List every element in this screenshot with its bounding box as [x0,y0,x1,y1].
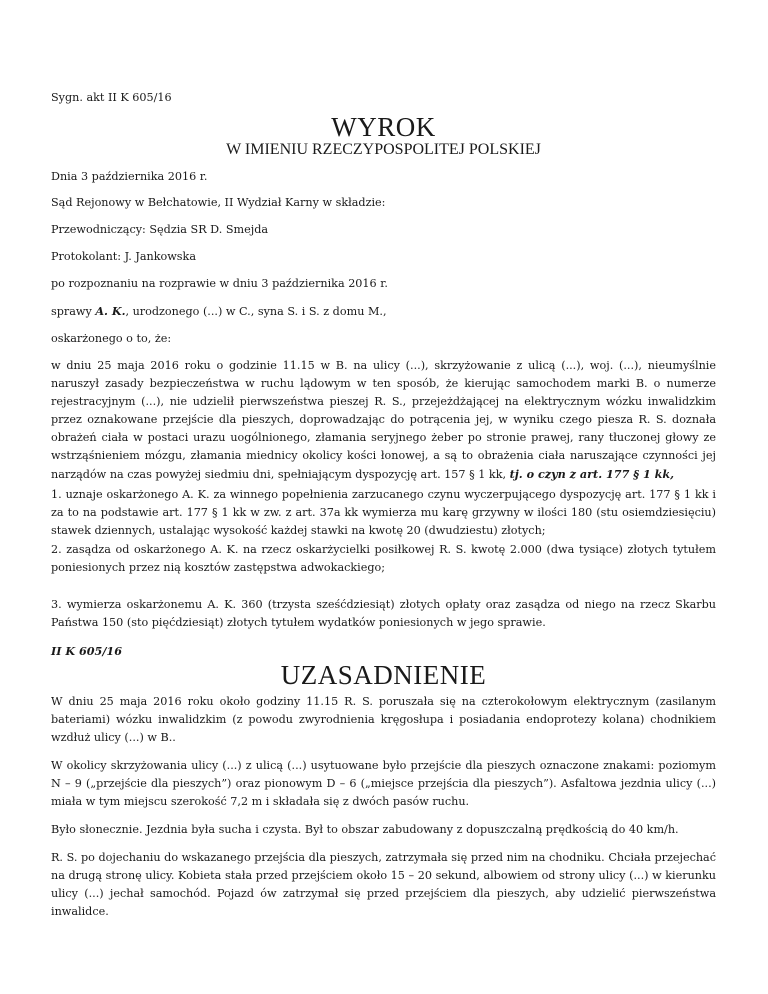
justification-paragraph-1: W dniu 25 maja 2016 roku około godziny 11.15 R. S. poruszała się na czterokołowym elektrycznym (zasilanym bateriami) wózku inwalidzkim (z powodu zwyrodnienia kręgosłupa i posiadania endoprotezy kolana) chodnikiem wzdłuż ulicy (...) w B.. [51,695,716,744]
justification-paragraph-2: W okolicy skrzyżowania ulicy (...) z ulicą (...) usytuowane było przejście dla pieszych oznaczone znakami: poziomym N – 9 („przejście dla pieszych”) oraz pionowym D – 6 („miejsce przejścia dla pieszych”). Asfaltowa jezdnia ulicy (...) miała w tym miejscu szerokość 7,2 m i składała się z dwóch pasów ruchu. [51,759,716,808]
case-signature: Sygn. akt II K 605/16 [51,91,172,104]
accused-line: oskarżonego o to, że: [51,332,172,345]
hearing-line: po rozpoznaniu na rozprawie w dniu 3 października 2016 r. [51,277,388,290]
justification-paragraph-3: Było słonecznie. Jezdnia była sucha i czysta. Był to obszar zabudowany z dopuszczalną prędkością do 40 km/h. [51,823,679,836]
defendant-name: A. K. [95,304,126,318]
justification-reference: II K 605/16 [51,644,122,658]
clerk-line: Protokolant: J. Jankowska [51,250,196,263]
date-line: Dnia 3 października 2016 r. [51,170,208,183]
justification-paragraph-4: R. S. po dojechaniu do wskazanego przejścia dla pieszych, zatrzymała się przed nim na chodniku. Chciała przejechać na drugą stronę ulicy. Kobieta stała przed przejściem około 15 – 20 sekund, albowiem od strony ulicy (...) w kierunku ulicy (...) jechał samochód. Pojazd ów zatrzymał się przed przejściem dla pieszych, aby udzielić pierwszeństwa inwalidce. [51,851,716,918]
court-line: Sąd Rejonowy w Bełchatowie, II Wydział Karny w składzie: [51,196,386,209]
justification-title: UZASADNIENIE [280,660,487,690]
chair-line: Przewodniczący: Sędzia SR D. Smejda [51,223,269,236]
sentence-point-2: 2. zasądza od oskarżonego A. K. na rzecz oskarżycielki posiłkowej R. S. kwotę 2.000 (dwa tysiące) złotych tytułem poniesionych przez nią kosztów zastępstwa adwokackiego; [51,543,716,574]
case-details: , urodzonego (...) w C., syna S. i S. z domu M., [125,305,387,318]
charge-text: w dniu 25 maja 2016 roku o godzinie 11.15 w B. na ulicy (...), skrzyżowanie z ulicą (...), woj. (...), nieumyślnie naruszył zasady bezpieczeństwa w ruchu lądowym w ten sposób, że kierując samochodem marki B. o numerze rejestracyjnym (...), nie udzielił pierwszeństwa pieszej R. S., przejeżdżającej na elektrycznym wózku inwalidzkim przez oznakowane przejście dla pieszych, doprowadzając do potrącenia jej, w wyniku czego piesza R. S. doznała obrażeń ciała w postaci urazu uogólnionego, złamania seryjnego żeber po stronie prawej, rany tłuczonej głowy ze wstrząśnieniem mózgu, złamania miednicy okolicy kości łonowej, a są to obrażenia ciała naruszające czynności jej narządów na czas powyżej siedmiu dni, spełniającym dyspozycję art. 157 § 1 kk, [51,359,716,481]
case-line [51,302,716,321]
charge-paragraph [51,357,716,484]
case-prefix: sprawy [51,305,96,318]
verdict-title: WYROK [331,112,436,142]
sentence-point-3: 3. wymierza oskarżonemu A. K. 360 (trzysta sześćdziesiąt) złotych opłaty oraz zasądza od niego na rzecz Skarbu Państwa 150 (sto pięćdziesiąt) złotych tytułem wydatków poniesionych w jego sprawie. [51,598,716,629]
verdict-subtitle: W IMIENIU RZECZYPOSPOLITEJ POLSKIEJ [226,141,541,158]
sentence-point-1: 1. uznaje oskarżonego A. K. za winnego popełnienia zarzucanego czynu wyczerpującego dyspozycję art. 177 § 1 kk i za to na podstawie art. 177 § 1 kk w zw. z art. 37a kk wymierza mu karę grzywny w ilości 180 (stu osiemdziesięciu) stawek dziennych, ustalając wysokość każdej stawki na kwotę 20 (dwudziestu) złotych; [51,488,716,537]
charge-legal-basis: tj. o czyn z art. 177 § 1 kk, [509,467,675,481]
